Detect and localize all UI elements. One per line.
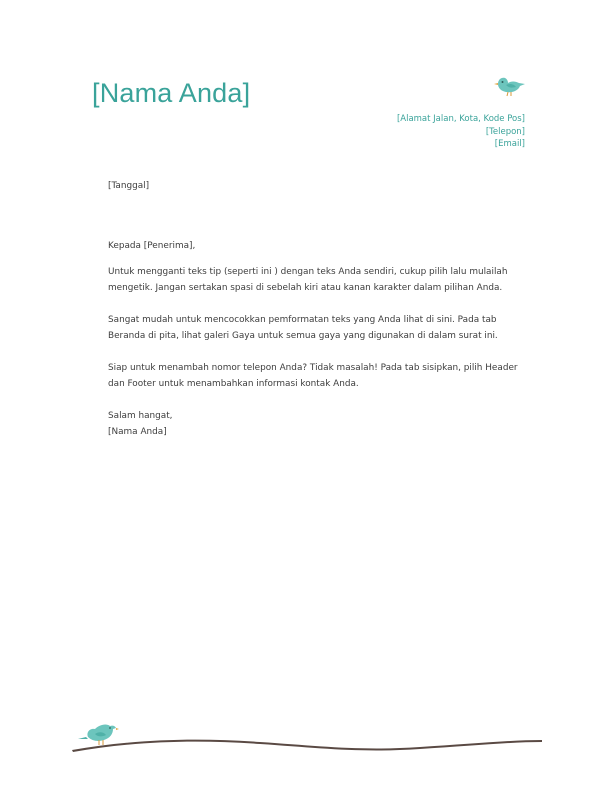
email-field[interactable]: [Email] bbox=[494, 139, 525, 149]
phone-field[interactable]: [Telepon] bbox=[485, 126, 525, 137]
salutation[interactable]: Kepada [Penerima], bbox=[108, 241, 196, 251]
branch-icon bbox=[72, 740, 542, 752]
bird-icon bbox=[492, 74, 526, 98]
signature-name[interactable]: [Nama Anda] bbox=[108, 427, 167, 437]
sender-name[interactable]: [Nama Anda] bbox=[92, 78, 251, 108]
footer-decoration bbox=[0, 710, 616, 770]
letter-body bbox=[108, 178, 528, 440]
contact-block bbox=[397, 113, 525, 151]
bird-icon bbox=[78, 725, 119, 745]
date-field[interactable]: [Tanggal] bbox=[108, 181, 150, 191]
body-paragraph-2[interactable]: Sangat mudah untuk mencocokkan pemformatan teks yang Anda lihat di sini. Pada tab Beranda di pita, lihat galeri Gaya untuk semua gaya yang digunakan di dalam surat ini. bbox=[108, 315, 498, 341]
closing[interactable]: Salam hangat, bbox=[108, 411, 173, 421]
body-paragraph-3[interactable]: Siap untuk menambah nomor telepon Anda? Tidak masalah! Pada tab sisipkan, pilih Header dan Footer untuk menambahkan informasi kontak Anda. bbox=[108, 363, 518, 389]
body-paragraph-1[interactable]: Untuk mengganti teks tip (seperti ini ) dengan teks Anda sendiri, cukup pilih lalu mulailah mengetik. Jangan sertakan spasi di sebelah kiri atau kanan karakter dalam pilihan Anda. bbox=[108, 267, 508, 293]
address-field[interactable]: [Alamat Jalan, Kota, Kode Pos] bbox=[396, 114, 525, 124]
